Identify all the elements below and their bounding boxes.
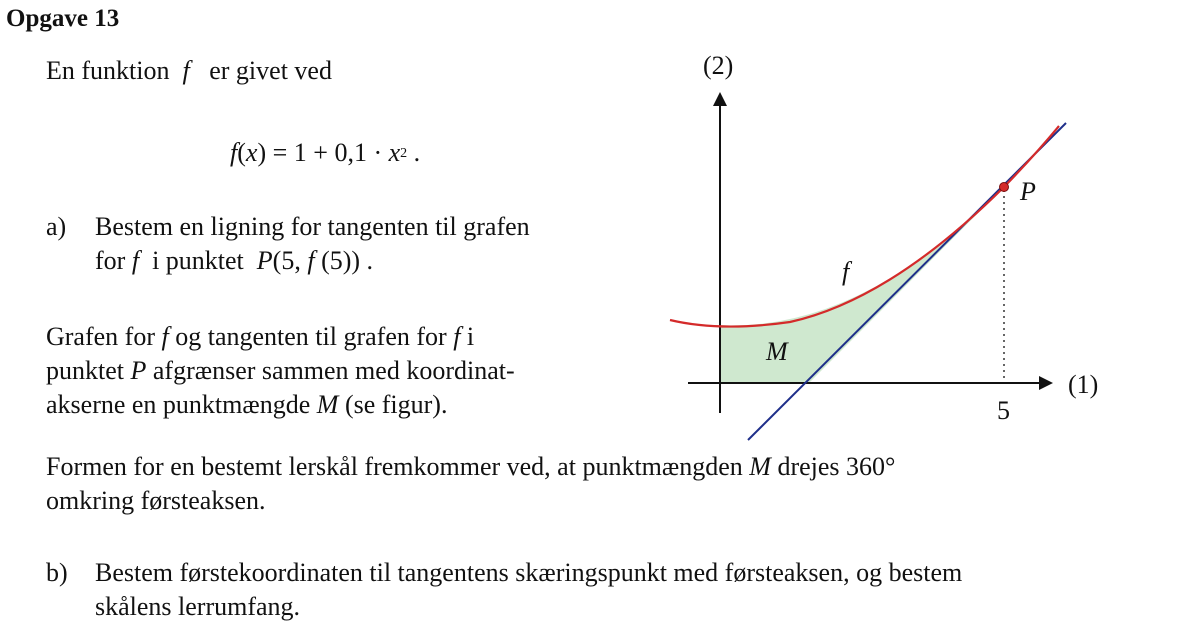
rotation-line1-post: drejes 360° <box>770 452 896 481</box>
desc-line3-pre: akserne en punktmængde <box>46 390 317 419</box>
desc-line1-post: i <box>460 322 475 351</box>
desc-line2-pre: punktet <box>46 356 131 385</box>
part-b-line2: skålens lerrumfang. <box>95 592 301 621</box>
desc-line1-f: f <box>161 322 169 351</box>
formula-rhs: = 1 + 0,1 · <box>266 138 389 167</box>
tick-label-5: 5 <box>997 396 1010 425</box>
desc-line3-M: M <box>316 390 339 419</box>
part-b-line1: Bestem førstekoordinaten til tangentens skæringspunkt med førsteaksen, og bestem <box>95 558 963 587</box>
region-label-M: M <box>766 337 788 366</box>
desc-line2-post: afgrænser sammen med koordinat- <box>146 356 515 385</box>
intro-post: er givet ved <box>209 56 332 85</box>
point-P <box>1000 183 1009 192</box>
desc-line1-mid: og tangenten til grafen for <box>168 322 454 351</box>
y-axis-label: (2) <box>703 51 734 80</box>
desc-line1-pre: Grafen for <box>46 322 162 351</box>
part-a-args-close: (5)) . <box>314 246 374 275</box>
x-axis-arrow <box>1039 376 1053 390</box>
rotation-line2: omkring førsteaksen. <box>46 486 266 515</box>
desc-line3-post: (se figur). <box>338 390 448 419</box>
formula-x: x <box>388 138 401 167</box>
formula-arg-x: x <box>245 138 258 167</box>
point-label-P: P <box>1020 177 1036 206</box>
part-a-line2-pre: for <box>95 246 132 275</box>
rotation-line1-M: M <box>749 452 771 481</box>
formula-f: f <box>230 138 238 167</box>
formula-exponent: 2 <box>400 146 408 161</box>
desc-line2-P: P <box>130 356 147 385</box>
formula-arg-close: ) <box>257 138 267 167</box>
curve-label-f: f <box>842 257 850 286</box>
region-M <box>720 187 1004 383</box>
desc-line1-f2: f <box>453 322 461 351</box>
intro-f: f <box>182 56 190 85</box>
formula-end: . <box>407 138 421 167</box>
formula-arg-open: ( <box>237 138 246 167</box>
y-axis-arrow <box>713 92 727 106</box>
part-a-f: f <box>131 246 140 275</box>
intro-pre: En funktion <box>46 56 170 85</box>
part-a-args-open: (5, <box>272 246 308 275</box>
x-axis-label: (1) <box>1068 370 1099 399</box>
exercise-title: Opgave 13 <box>6 5 120 32</box>
part-a-line2-mid: i punktet <box>139 246 257 275</box>
part-a-f2: f <box>307 246 315 275</box>
part-a-P: P <box>256 246 273 275</box>
part-a-line1: Bestem en ligning for tangenten til grafen <box>95 212 530 241</box>
part-b-label: b) <box>46 558 68 587</box>
rotation-line1-pre: Formen for en bestemt lerskål fremkommer ved, at punktmængden <box>46 452 750 481</box>
part-a-label: a) <box>46 212 67 241</box>
